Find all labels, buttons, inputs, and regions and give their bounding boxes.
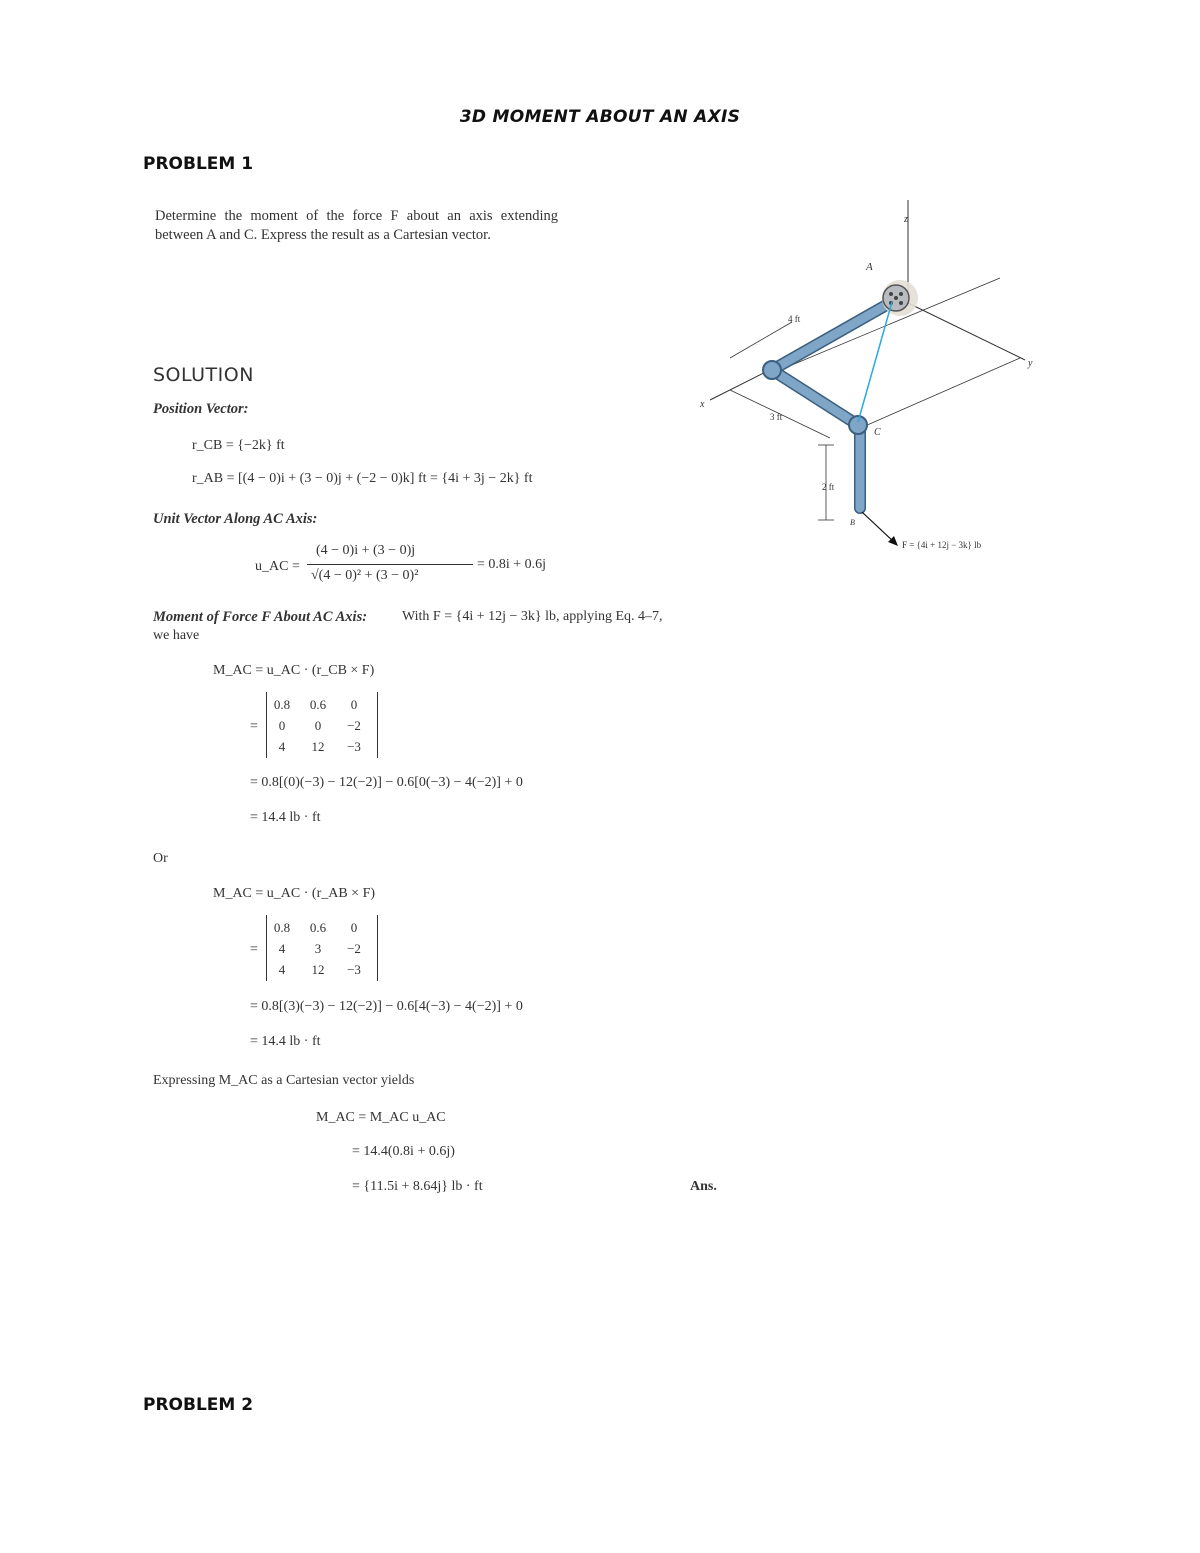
matrix-cell: 0.8 (273, 920, 291, 935)
r-cb-equation: r_CB = {−2k} ft (192, 438, 285, 453)
expressing-text: Expressing M_AC as a Cartesian vector yields (153, 1073, 415, 1088)
matrix-cell: −3 (347, 962, 361, 977)
matrix-cell: −2 (347, 941, 361, 956)
y-axis-label: y (1028, 358, 1033, 369)
y-axis (908, 303, 1025, 360)
moment-text: With F = {4i + 12j − 3k} lb, applying Eq. 4–7, (402, 609, 663, 624)
moment-expansion-1: = 0.8[(0)(−3) − 12(−2)] − 0.6[0(−3) − 4(−2)] + 0 (250, 775, 523, 790)
moment-heading: Moment of Force F About AC Axis: (153, 609, 368, 625)
force-label: F = {4i + 12j − 3k} lb (902, 540, 982, 550)
moment-text-continued: we have (153, 628, 200, 643)
u-ac-result: = 0.8i + 0.6j (477, 557, 547, 572)
matrix-cell: 0.6 (309, 920, 327, 935)
matrix-cell: 4 (278, 941, 286, 956)
answer-label: Ans. (690, 1179, 717, 1194)
matrix-cell: 0 (350, 920, 358, 935)
dim-2ft-label: 2 ft (822, 482, 835, 492)
matrix-cell: 3 (314, 941, 322, 956)
matrix-cell: 4 (278, 962, 286, 977)
moment-expansion-2: = 0.8[(3)(−3) − 12(−2)] − 0.6[4(−3) − 4(−2)] + 0 (250, 999, 523, 1014)
point-a-label: A (866, 261, 873, 273)
x-axis-label: x (700, 399, 705, 410)
r-ab-equation: r_AB = [(4 − 0)i + (3 − 0)j + (−2 − 0)k] ft = {4i + 3j − 2k} ft (192, 471, 533, 486)
equals-sign: = (250, 719, 258, 734)
point-b-label: B (850, 518, 855, 527)
matrix-cell: 12 (311, 739, 325, 754)
elbow-c (849, 416, 867, 434)
u-ac-numerator: (4 − 0)i + (3 − 0)j (316, 543, 416, 558)
matrix-cell: 0 (350, 697, 358, 712)
matrix-cell: 4 (278, 739, 286, 754)
matrix-cell: 0.6 (309, 697, 327, 712)
problem-2-label: PROBLEM 2 (143, 1395, 254, 1415)
vector-result: = {11.5i + 8.64j} lb · ft (352, 1179, 483, 1194)
problem-statement: Determine the moment of the force F about an axis extending between A and C. Express the result as a Cartesian vector. (155, 208, 558, 243)
moment-formula-1: M_AC = u_AC · (r_CB × F) (213, 663, 375, 678)
matrix-cell: 0 (314, 718, 322, 733)
force-arrow (862, 512, 895, 543)
matrix-cell: 0 (278, 718, 286, 733)
unit-vector-heading: Unit Vector Along AC Axis: (153, 511, 318, 527)
dim-4ft-label: 4 ft (788, 314, 801, 324)
vector-substitution: = 14.4(0.8i + 0.6j) (352, 1144, 455, 1159)
position-vector-heading: Position Vector: (153, 401, 249, 417)
vector-formula: M_AC = M_AC u_AC (316, 1110, 446, 1125)
or-label: Or (153, 851, 168, 866)
u-ac-lhs: u_AC = (255, 559, 300, 574)
elbow-d (763, 361, 781, 379)
problem-1-label: PROBLEM 1 (143, 154, 254, 174)
moment-formula-2: M_AC = u_AC · (r_AB × F) (213, 886, 376, 901)
dim-4ft-line (730, 322, 792, 358)
matrix-cell: −2 (347, 718, 361, 733)
point-c-label: C (874, 427, 881, 438)
dim-3ft-label: 3 ft (770, 412, 783, 422)
moment-result-1: = 14.4 lb · ft (250, 810, 321, 825)
equals-sign: = (250, 942, 258, 957)
moment-result-2: = 14.4 lb · ft (250, 1034, 321, 1049)
matrix-cell: 0.8 (273, 697, 291, 712)
matrix-cell: 12 (311, 962, 325, 977)
pipe-assembly-figure (690, 200, 1050, 570)
z-axis-label: z (904, 214, 908, 225)
matrix-cell: −3 (347, 739, 361, 754)
solution-heading: SOLUTION (153, 364, 254, 386)
u-ac-denominator: √(4 − 0)² + (3 − 0)² (311, 568, 419, 583)
page-title: 3D MOMENT ABOUT AN AXIS (459, 107, 741, 127)
fraction-bar (307, 564, 473, 565)
